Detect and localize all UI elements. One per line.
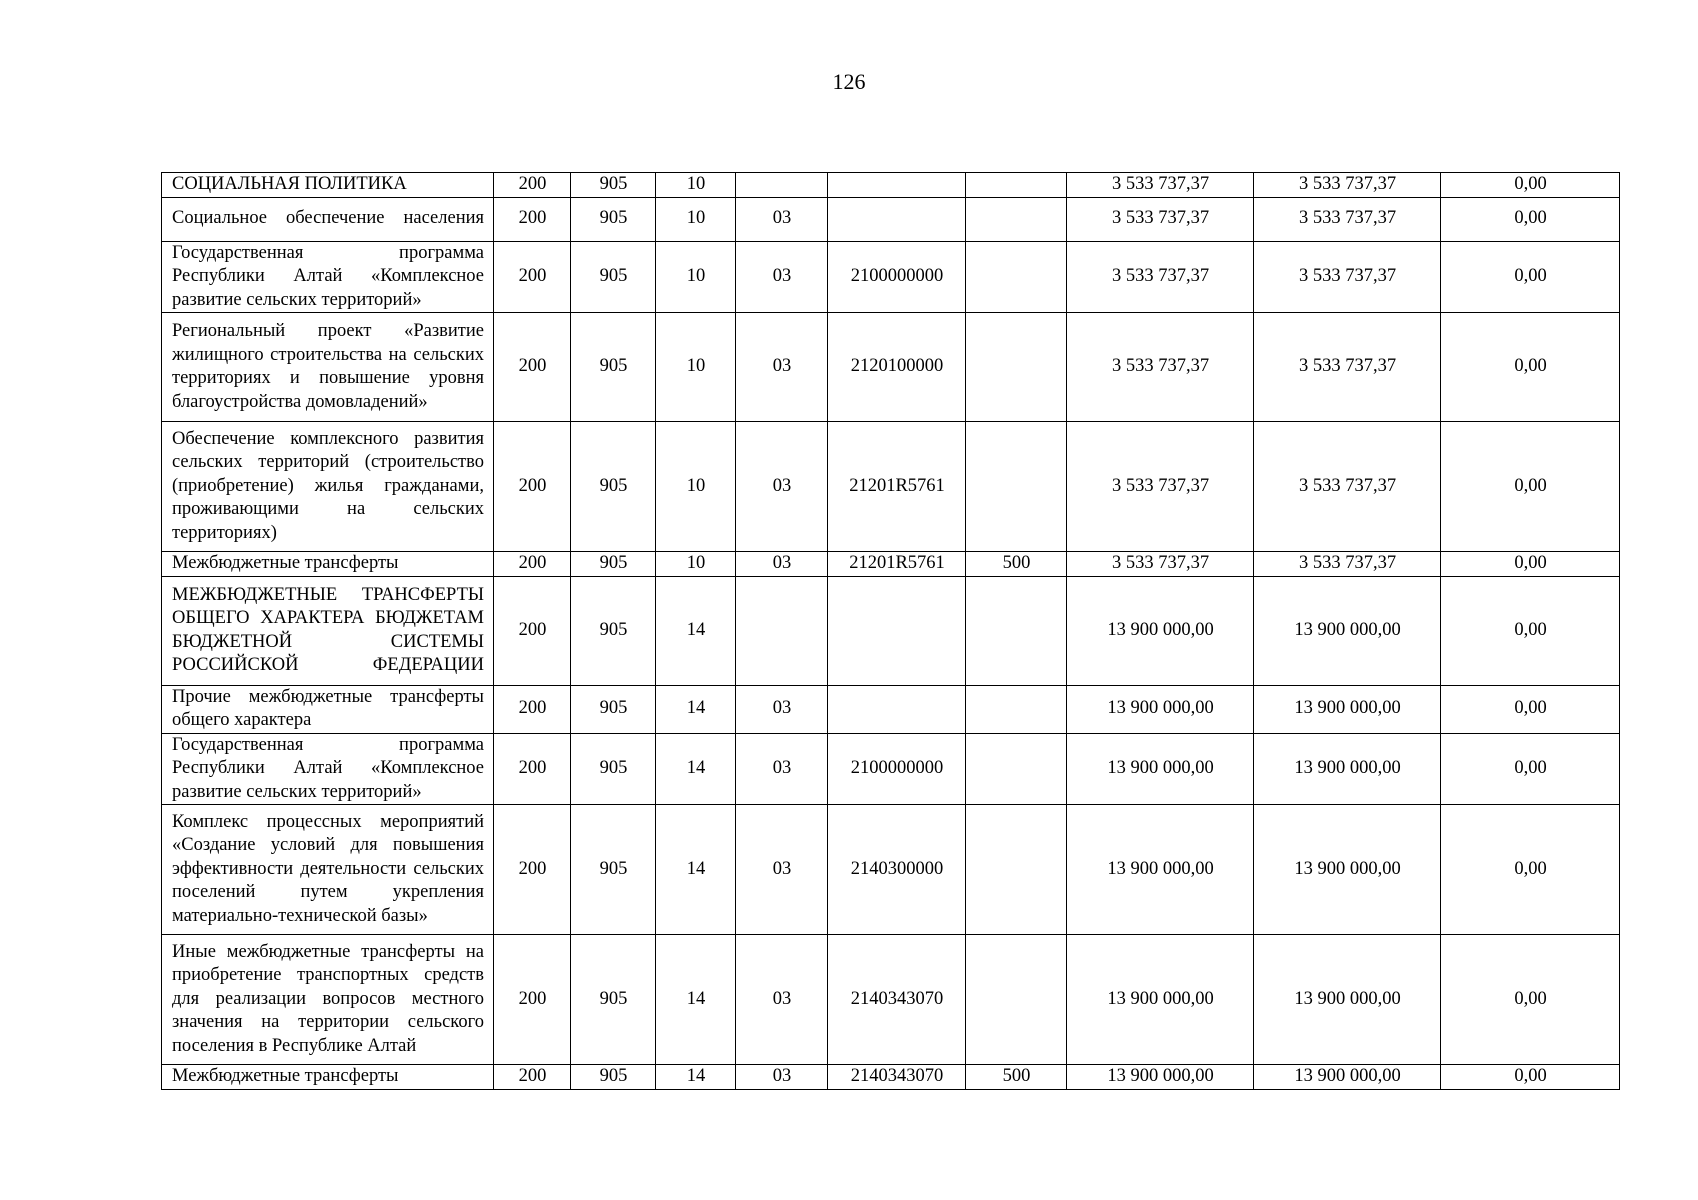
cell-deviation: 0,00 bbox=[1441, 197, 1620, 241]
cell-ministry-code: 905 bbox=[571, 685, 656, 733]
cell-subsection-code: 03 bbox=[736, 733, 828, 805]
cell-admin-code: 200 bbox=[494, 552, 571, 577]
cell-expense-type bbox=[966, 313, 1067, 422]
cell-amount-approved: 13 900 000,00 bbox=[1067, 805, 1254, 935]
cell-amount-approved: 3 533 737,37 bbox=[1067, 197, 1254, 241]
cell-name: Обеспечение комплексного развития сельских территорий (строительство (приобретение) жилья гражданами, проживающими на сельских территориях) bbox=[162, 422, 494, 552]
cell-name: Социальное обеспечение населения bbox=[162, 197, 494, 241]
cell-target-article bbox=[828, 173, 966, 198]
cell-amount-executed: 13 900 000,00 bbox=[1254, 805, 1441, 935]
cell-section-code: 10 bbox=[656, 552, 736, 577]
cell-target-article bbox=[828, 576, 966, 685]
cell-amount-executed: 13 900 000,00 bbox=[1254, 935, 1441, 1065]
cell-expense-type bbox=[966, 685, 1067, 733]
table-row bbox=[162, 422, 1620, 552]
cell-section-code: 14 bbox=[656, 805, 736, 935]
table-row bbox=[162, 733, 1620, 805]
cell-amount-approved: 13 900 000,00 bbox=[1067, 576, 1254, 685]
cell-target-article: 2140343070 bbox=[828, 1065, 966, 1090]
cell-ministry-code: 905 bbox=[571, 805, 656, 935]
cell-amount-approved: 13 900 000,00 bbox=[1067, 733, 1254, 805]
cell-amount-executed: 3 533 737,37 bbox=[1254, 422, 1441, 552]
table-row bbox=[162, 805, 1620, 935]
cell-admin-code: 200 bbox=[494, 576, 571, 685]
cell-ministry-code: 905 bbox=[571, 576, 656, 685]
cell-admin-code: 200 bbox=[494, 422, 571, 552]
cell-target-article: 2100000000 bbox=[828, 241, 966, 313]
cell-section-code: 10 bbox=[656, 422, 736, 552]
cell-section-code: 10 bbox=[656, 173, 736, 198]
cell-subsection-code: 03 bbox=[736, 805, 828, 935]
cell-ministry-code: 905 bbox=[571, 422, 656, 552]
cell-amount-approved: 3 533 737,37 bbox=[1067, 422, 1254, 552]
cell-name: СОЦИАЛЬНАЯ ПОЛИТИКА bbox=[162, 173, 494, 198]
cell-admin-code: 200 bbox=[494, 733, 571, 805]
cell-section-code: 14 bbox=[656, 1065, 736, 1090]
cell-amount-approved: 13 900 000,00 bbox=[1067, 935, 1254, 1065]
cell-amount-executed: 3 533 737,37 bbox=[1254, 313, 1441, 422]
cell-name: Региональный проект «Развитие жилищного строительства на сельских территориях и повышение уровня благоустройства домовладений» bbox=[162, 313, 494, 422]
budget-table bbox=[161, 172, 1620, 1090]
cell-amount-executed: 3 533 737,37 bbox=[1254, 197, 1441, 241]
cell-section-code: 14 bbox=[656, 733, 736, 805]
cell-expense-type bbox=[966, 805, 1067, 935]
cell-subsection-code bbox=[736, 173, 828, 198]
cell-target-article: 2100000000 bbox=[828, 733, 966, 805]
cell-name: Комплекс процессных мероприятий «Создание условий для повышения эффективности деятельности сельских поселений путем укрепления материально-технической базы» bbox=[162, 805, 494, 935]
cell-amount-executed: 13 900 000,00 bbox=[1254, 685, 1441, 733]
cell-amount-approved: 3 533 737,37 bbox=[1067, 552, 1254, 577]
cell-amount-approved: 13 900 000,00 bbox=[1067, 1065, 1254, 1090]
cell-target-article: 2140300000 bbox=[828, 805, 966, 935]
table-row bbox=[162, 685, 1620, 733]
cell-amount-approved: 3 533 737,37 bbox=[1067, 313, 1254, 422]
table-row bbox=[162, 576, 1620, 685]
cell-amount-executed: 3 533 737,37 bbox=[1254, 173, 1441, 198]
table-row bbox=[162, 1065, 1620, 1090]
table-row bbox=[162, 935, 1620, 1065]
cell-amount-approved: 3 533 737,37 bbox=[1067, 173, 1254, 198]
cell-name: Государственная программа Республики Алтай «Комплексное развитие сельских территорий» bbox=[162, 241, 494, 313]
cell-subsection-code: 03 bbox=[736, 313, 828, 422]
cell-admin-code: 200 bbox=[494, 197, 571, 241]
table-row bbox=[162, 313, 1620, 422]
cell-target-article: 21201R5761 bbox=[828, 552, 966, 577]
cell-admin-code: 200 bbox=[494, 805, 571, 935]
cell-subsection-code: 03 bbox=[736, 1065, 828, 1090]
cell-target-article bbox=[828, 197, 966, 241]
cell-expense-type: 500 bbox=[966, 552, 1067, 577]
table-row bbox=[162, 552, 1620, 577]
cell-deviation: 0,00 bbox=[1441, 1065, 1620, 1090]
cell-deviation: 0,00 bbox=[1441, 685, 1620, 733]
budget-table-body bbox=[162, 173, 1620, 1090]
cell-deviation: 0,00 bbox=[1441, 173, 1620, 198]
cell-amount-executed: 13 900 000,00 bbox=[1254, 576, 1441, 685]
cell-ministry-code: 905 bbox=[571, 733, 656, 805]
cell-subsection-code: 03 bbox=[736, 552, 828, 577]
table-row bbox=[162, 197, 1620, 241]
cell-section-code: 14 bbox=[656, 685, 736, 733]
cell-expense-type bbox=[966, 197, 1067, 241]
cell-expense-type bbox=[966, 733, 1067, 805]
cell-ministry-code: 905 bbox=[571, 935, 656, 1065]
table-row bbox=[162, 173, 1620, 198]
cell-deviation: 0,00 bbox=[1441, 935, 1620, 1065]
cell-deviation: 0,00 bbox=[1441, 313, 1620, 422]
cell-expense-type bbox=[966, 422, 1067, 552]
cell-expense-type bbox=[966, 935, 1067, 1065]
cell-deviation: 0,00 bbox=[1441, 576, 1620, 685]
cell-name: Межбюджетные трансферты bbox=[162, 552, 494, 577]
cell-section-code: 10 bbox=[656, 313, 736, 422]
cell-section-code: 14 bbox=[656, 576, 736, 685]
cell-admin-code: 200 bbox=[494, 313, 571, 422]
cell-name: Межбюджетные трансферты bbox=[162, 1065, 494, 1090]
cell-deviation: 0,00 bbox=[1441, 805, 1620, 935]
cell-deviation: 0,00 bbox=[1441, 552, 1620, 577]
cell-name: Прочие межбюджетные трансферты общего характера bbox=[162, 685, 494, 733]
cell-expense-type bbox=[966, 576, 1067, 685]
cell-amount-executed: 3 533 737,37 bbox=[1254, 552, 1441, 577]
cell-name: МЕЖБЮДЖЕТНЫЕ ТРАНСФЕРТЫ ОБЩЕГО ХАРАКТЕРА БЮДЖЕТАМ БЮДЖЕТНОЙ СИСТЕМЫ РОССИЙСКОЙ ФЕДЕРАЦИИ bbox=[162, 576, 494, 685]
cell-expense-type bbox=[966, 241, 1067, 313]
cell-amount-executed: 3 533 737,37 bbox=[1254, 241, 1441, 313]
cell-amount-approved: 13 900 000,00 bbox=[1067, 685, 1254, 733]
cell-expense-type bbox=[966, 173, 1067, 198]
cell-admin-code: 200 bbox=[494, 241, 571, 313]
cell-section-code: 14 bbox=[656, 935, 736, 1065]
cell-admin-code: 200 bbox=[494, 935, 571, 1065]
table-row bbox=[162, 241, 1620, 313]
cell-deviation: 0,00 bbox=[1441, 422, 1620, 552]
cell-target-article bbox=[828, 685, 966, 733]
cell-subsection-code bbox=[736, 576, 828, 685]
cell-target-article: 2120100000 bbox=[828, 313, 966, 422]
cell-admin-code: 200 bbox=[494, 173, 571, 198]
cell-amount-approved: 3 533 737,37 bbox=[1067, 241, 1254, 313]
cell-section-code: 10 bbox=[656, 197, 736, 241]
cell-target-article: 21201R5761 bbox=[828, 422, 966, 552]
cell-name: Иные межбюджетные трансферты на приобретение транспортных средств для реализации вопросов местного значения на территории сельского поселения в Республике Алтай bbox=[162, 935, 494, 1065]
cell-subsection-code: 03 bbox=[736, 241, 828, 313]
cell-deviation: 0,00 bbox=[1441, 733, 1620, 805]
cell-expense-type: 500 bbox=[966, 1065, 1067, 1090]
cell-ministry-code: 905 bbox=[571, 173, 656, 198]
cell-amount-executed: 13 900 000,00 bbox=[1254, 733, 1441, 805]
cell-subsection-code: 03 bbox=[736, 685, 828, 733]
cell-admin-code: 200 bbox=[494, 1065, 571, 1090]
cell-subsection-code: 03 bbox=[736, 422, 828, 552]
cell-target-article: 2140343070 bbox=[828, 935, 966, 1065]
cell-deviation: 0,00 bbox=[1441, 241, 1620, 313]
cell-amount-executed: 13 900 000,00 bbox=[1254, 1065, 1441, 1090]
cell-subsection-code: 03 bbox=[736, 935, 828, 1065]
cell-ministry-code: 905 bbox=[571, 197, 656, 241]
cell-subsection-code: 03 bbox=[736, 197, 828, 241]
page-number: 126 bbox=[832, 69, 866, 94]
cell-ministry-code: 905 bbox=[571, 241, 656, 313]
cell-section-code: 10 bbox=[656, 241, 736, 313]
cell-ministry-code: 905 bbox=[571, 313, 656, 422]
cell-admin-code: 200 bbox=[494, 685, 571, 733]
cell-ministry-code: 905 bbox=[571, 1065, 656, 1090]
cell-name: Государственная программа Республики Алтай «Комплексное развитие сельских территорий» bbox=[162, 733, 494, 805]
cell-ministry-code: 905 bbox=[571, 552, 656, 577]
